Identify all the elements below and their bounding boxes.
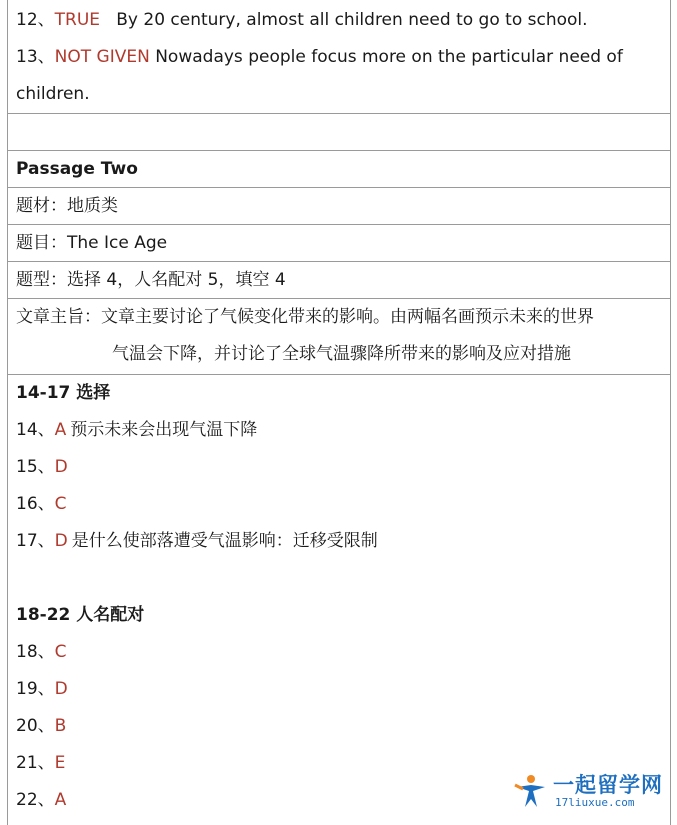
person-logo-icon <box>513 773 549 809</box>
question-types-row: 题型：选择 4，人名配对 5，填空 4 <box>8 262 670 299</box>
question-number: 12、 <box>16 10 55 30</box>
section-header-18-22: 18-22 人名配对 <box>16 605 145 625</box>
question-number: 18、 <box>16 642 55 662</box>
question-number: 13、 <box>16 47 55 67</box>
question-number: 22、 <box>16 790 55 810</box>
answer-row-13-continued <box>16 76 662 113</box>
answer-row-15 <box>16 449 662 486</box>
answer-note: 预示未来会出现气温下降 <box>70 420 258 440</box>
question-number: 15、 <box>16 457 55 477</box>
answer-row-17 <box>16 523 662 560</box>
question-number: 14、 <box>16 420 55 440</box>
topic-row: 题材：地质类 <box>8 188 670 225</box>
title-row: 题目：The Ice Age <box>8 225 670 262</box>
question-number: 20、 <box>16 716 55 736</box>
question-number: 21、 <box>16 753 55 773</box>
answer-row-13 <box>16 39 662 76</box>
answer-value: C <box>54 642 67 662</box>
answer-note: By 20 century, almost all children need to go to school. <box>116 10 588 30</box>
logo-name: 一起留学网 <box>553 773 663 797</box>
answer-value: C <box>54 494 67 514</box>
answers-14-22-cell <box>8 375 670 819</box>
answer-row-18 <box>16 634 662 671</box>
answer-row-20 <box>16 708 662 745</box>
answer-value: E <box>54 753 66 773</box>
answers-12-13-cell <box>8 0 670 114</box>
answer-value: B <box>54 716 67 736</box>
main-idea-line-2: 气温会下降，并讨论了全球气温骤降所带来的影响及应对措施 <box>112 344 571 364</box>
question-number: 17、 <box>16 531 55 551</box>
answer-row-14 <box>16 412 662 449</box>
section-header-14-17: 14-17 选择 <box>16 383 111 403</box>
answer-note: 是什么使部落遭受气温影响：迁移受限制 <box>71 531 378 551</box>
answer-value: TRUE <box>54 10 101 30</box>
answer-value: D <box>54 457 68 477</box>
answer-row-16 <box>16 486 662 523</box>
question-number: 16、 <box>16 494 55 514</box>
empty-row <box>8 114 670 151</box>
answer-value: D <box>54 679 68 699</box>
answer-note: children. <box>16 84 90 104</box>
answer-value: NOT GIVEN <box>54 47 150 67</box>
main-idea-cell <box>8 299 670 375</box>
answer-value: A <box>54 420 67 440</box>
answer-document <box>7 0 671 825</box>
answer-value: D <box>54 531 68 551</box>
answer-row-12 <box>16 2 662 39</box>
blank-line <box>16 560 662 597</box>
question-number: 19、 <box>16 679 55 699</box>
site-logo <box>513 767 663 817</box>
answer-row-19 <box>16 671 662 708</box>
answer-note: Nowadays people focus more on the particular need of <box>155 47 623 67</box>
answer-value: A <box>54 790 67 810</box>
passage-title: Passage Two <box>8 151 670 188</box>
main-idea-line-1: 文章主旨：文章主要讨论了气候变化带来的影响。由两幅名画预示未来的世界 <box>16 307 594 327</box>
logo-url: 17liuxue.com <box>555 796 635 809</box>
